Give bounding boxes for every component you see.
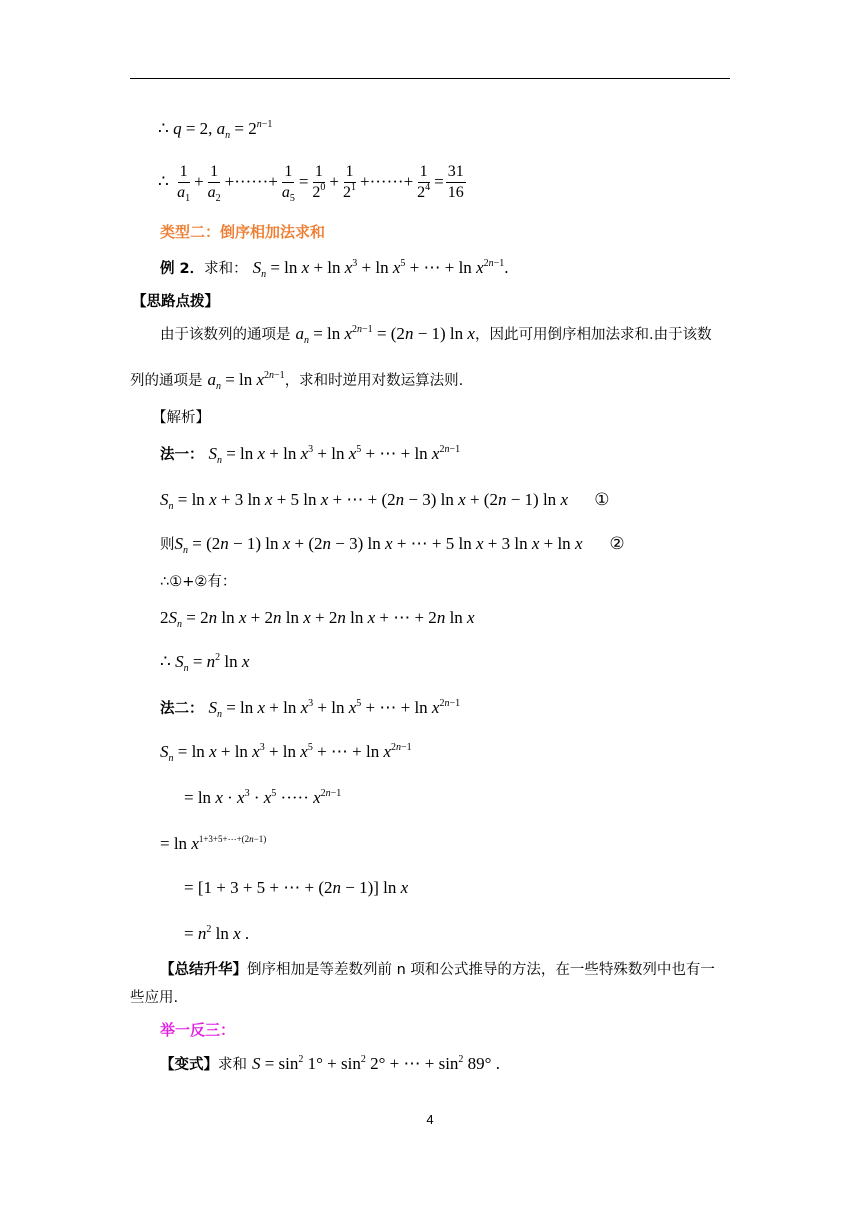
summary-label: 【总结升华】 (160, 962, 247, 978)
equation-marker-2: ② (609, 534, 625, 553)
variant-label: 【变式】 (160, 1057, 218, 1073)
page-number: 4 (426, 1112, 434, 1127)
method1-line: 法一： $S_n = \ln x + \ln x^3 + \ln x^5$ + ⋯ + $\ln x^{2n-1}$ (160, 444, 461, 466)
variant-line: 【变式】求和 $S = \sin^2 1^\circ + \sin^2 2^\circ$ + ⋯ + $\sin^2 89^\circ$ . (160, 1054, 500, 1073)
header-rule (130, 78, 730, 79)
example2-label: 例 2． (160, 261, 205, 277)
sn-method2-restate: $S_n = \ln x + \ln x^3 + \ln x^5$ + ⋯ + $\ln x^{2n-1}$ (160, 742, 412, 764)
hint-paragraph-line1: 由于该数列的通项是 $a_n = \ln x^{2n-1} = (2n - 1)$ ln x，因此可用倒序相加法求和.由于该数 (160, 324, 712, 346)
then-label: 则 (160, 537, 175, 553)
product-step: = $\ln x \cdot x^3 \cdot x^5$ ····· $x^{2n-1}$ (184, 788, 342, 807)
sn-result-2: = $n^2$ ln x . (184, 924, 250, 943)
summary-line1 (160, 958, 715, 982)
two-sn: $2S_n = 2n$ ln x + 2n ln x + 2n ln x + ⋯ + 2n ln x (160, 608, 475, 630)
line-sum-reciprocals: ∴ $\frac{1}{a_1}$ + $\frac{1}{a_2}$ +······+ $\frac{1}{a_5}$ = $\frac{1}{2^0}$ + $\frac{1}{2^1}$ +······+ $\frac{1}{2^4}$ = $\frac{31}{16}$ (158, 162, 464, 204)
exponent-step: = $\ln x^{1+3+5+\cdots+(2n-1)}$ (160, 834, 267, 853)
variant-text: 求和 (218, 1057, 247, 1073)
summary-text: 倒序相加是等差数列前 n 项和公式推导的方法，在一些特殊数列中也有一 (247, 962, 715, 978)
equation-marker-1: ① (594, 490, 610, 509)
method2-line: 法二： $S_n = \ln x + \ln x^3 + \ln x^5$ + ⋯ + $\ln x^{2n-1}$ (160, 698, 461, 720)
sn-result-1: ∴ $S_n = n^2$ ln x (160, 652, 250, 674)
line-q-result: ∴ q = 2, $a_n = 2^{n-1}$ (158, 119, 273, 141)
add-equations: ∴①+②有： (160, 574, 237, 590)
hint-text: 由于该数列的通项是 (160, 327, 291, 343)
type2-heading: 类型二：倒序相加法求和 (160, 223, 326, 241)
hint-text-2: 列的通项是 (130, 373, 203, 389)
analysis-heading: 【解析】 (152, 410, 210, 426)
sn-reverse: 则$S_n = (2n - 1)$ ln x + (2n − 3) ln x + ⋯ + 5 ln x + 3 ln x + ln x ② (160, 534, 625, 556)
practice-heading: 举一反三： (160, 1021, 236, 1039)
hint-text-2-cont: ，求和时逆用对数运算法则. (284, 373, 464, 389)
hint-heading: 【思路点拨】 (132, 294, 219, 310)
bracket-step: = [1 + 3 + 5 + ⋯ + (2n − 1)] ln x (184, 878, 409, 897)
example2-line: 例 2．求和： $S_n = \ln x + \ln x^3 + \ln x^5$ + ⋯ + $\ln x^{2n-1}$. (160, 258, 509, 280)
sn-forward: $S_n = \ln x + 3$ ln x + 5 ln x + ⋯ + (2n − 3) ln x + (2n − 1) ln x ① (160, 490, 610, 512)
method1-label: 法一： (160, 447, 204, 463)
hint-paragraph-line2: 列的通项是 $a_n = \ln x^{2n-1}$，求和时逆用对数运算法则. (130, 370, 464, 392)
summary-line2: 些应用. (130, 990, 179, 1006)
method2-label: 法二： (160, 701, 204, 717)
example2-text: 求和： (204, 261, 248, 277)
hint-text-cont: ，因此可用倒序相加法求和.由于该数 (474, 327, 712, 343)
